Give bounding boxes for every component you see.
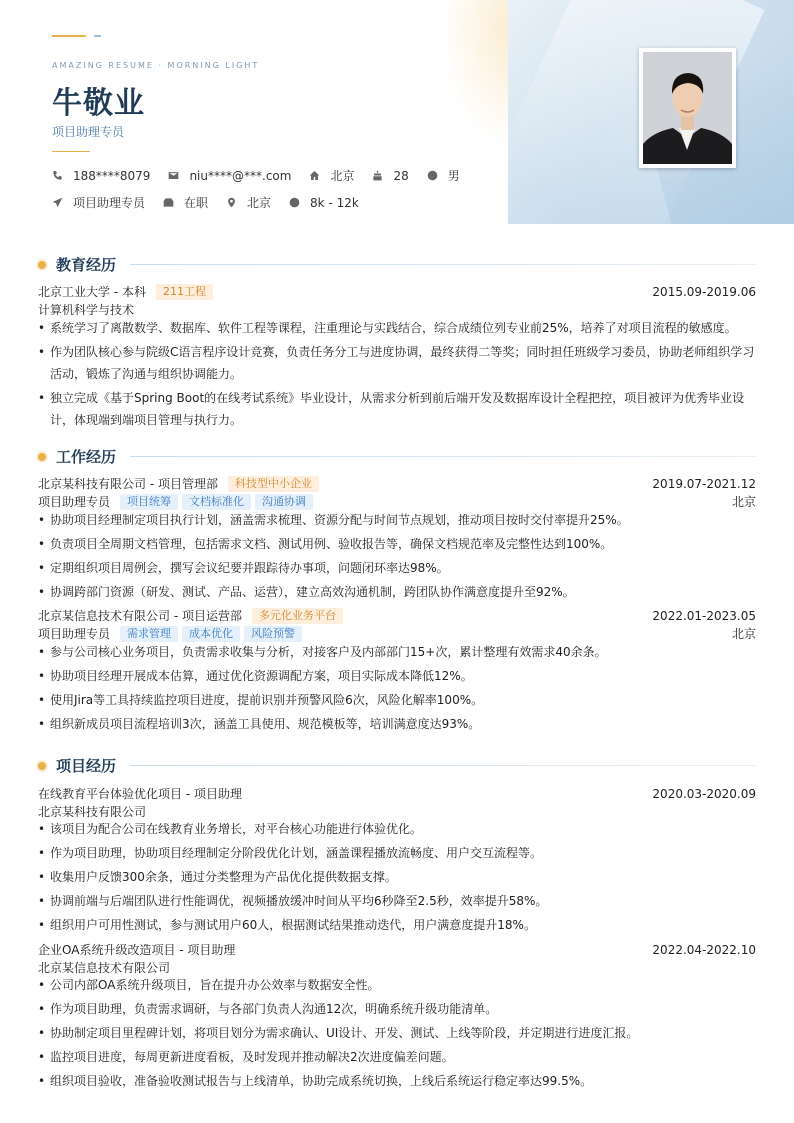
job-title: 项目助理专员 (52, 125, 125, 139)
job1-company-tag: 科技型中小企业 (228, 476, 319, 492)
candidate-name: 牛敬业 (52, 86, 145, 121)
list-item: • 组织用户可用性测试，参与测试用户60人，根据测试结果推动迭代，用户满意度提升18%。 (38, 914, 758, 936)
major: 计算机科学与技术 (38, 303, 135, 317)
portrait-photo (643, 52, 732, 164)
work-title: 工作经历 (56, 448, 117, 466)
job2-role-row (38, 625, 756, 642)
send-icon (52, 197, 63, 208)
job2-skill-tag: 成本优化 (182, 626, 240, 642)
job2-location: 北京 (731, 627, 756, 641)
home-icon (309, 170, 320, 181)
section-rule (130, 456, 756, 457)
tagline: AMAZING RESUME · MORNING LIGHT (52, 61, 260, 70)
cake-icon (372, 170, 383, 181)
city-text: 北京 (330, 169, 355, 183)
job1-bullets (38, 509, 758, 605)
job1-location: 北京 (731, 495, 756, 509)
gender-text: 男 (447, 169, 460, 183)
career-info-row (52, 194, 377, 211)
list-item: • 使用Jira等工具持续监控项目进度，提前识别并预警风险6次，风险化解率100%。 (38, 689, 758, 711)
salary-info (289, 196, 359, 210)
city-info (309, 167, 354, 184)
salary-text: 8k - 12k (310, 195, 359, 210)
education-section-header (36, 254, 756, 275)
job2-company-tag: 多元化业务平台 (252, 608, 343, 624)
list-item: • 协助制定项目里程碑计划，将项目划分为需求确认、UI设计、开发、测试、上线等阶段，并定期进行进度汇报。 (38, 1022, 758, 1044)
list-item: • 作为项目助理，负责需求调研，与各部门负责人沟通12次，明确系统升级功能清单。 (38, 998, 758, 1020)
target-job-info (52, 194, 145, 211)
section-rule (130, 264, 756, 265)
project1-header-row (38, 785, 756, 802)
project2-company: 北京某信息技术有限公司 (38, 961, 171, 975)
education-date: 2015.09-2019.06 (652, 284, 756, 299)
contact-info-row (52, 167, 478, 184)
job2-date: 2022.01-2023.05 (652, 608, 756, 623)
job1-header-row (38, 475, 756, 492)
location-icon (226, 197, 237, 208)
list-item: • 作为项目助理，协助项目经理制定分阶段优化计划，涵盖课程播放流畅度、用户交互流程等。 (38, 842, 758, 864)
major-row (38, 301, 756, 318)
section-rule (130, 765, 756, 766)
section-dot (38, 453, 46, 461)
list-item: • 该项目为配合公司在线教育业务增长，对平台核心功能进行体验优化。 (38, 818, 758, 840)
project2-header-row (38, 941, 756, 958)
list-item: • 收集用户反馈300余条，通过分类整理为产品优化提供数据支撑。 (38, 866, 758, 888)
list-item: • 系统学习了离散数学、数据库、软件工程等课程，注重理论与实践结合，综合成绩位列专业前25%，培养了对项目流程的敏感度。 (38, 317, 758, 339)
list-item: • 作为团队核心参与院级C语言程序设计竞赛，负责任务分工与进度协调，最终获得二等奖；同时担任班级学习委员，协助老师组织学习活动，锻炼了沟通与组织协调能力。 (38, 341, 758, 385)
location-info (226, 194, 271, 211)
target-job-text: 项目助理专员 (73, 196, 146, 210)
job2-role: 项目助理专员 (38, 627, 111, 641)
job1-role: 项目助理专员 (38, 495, 111, 509)
education-title: 教育经历 (56, 256, 117, 274)
job2-skill-tag: 风险预警 (244, 626, 302, 642)
title-underline (52, 151, 90, 152)
phone-text: 188****8079 (73, 168, 151, 183)
gender-info (427, 167, 460, 184)
projects-section-header (36, 755, 756, 776)
work-section-header (36, 446, 756, 467)
project2-bullets (38, 974, 758, 1094)
school-name: 北京工业大学 - 本科 (38, 285, 146, 299)
list-item: • 定期组织项目周例会，撰写会议纪要并跟踪待办事项，问题闭环率达98%。 (38, 557, 758, 579)
list-item: • 监控项目进度，每周更新进度看板，及时发现并推动解决2次进度偏差问题。 (38, 1046, 758, 1068)
job2-company: 北京某信息技术有限公司 - 项目运营部 (38, 609, 242, 623)
education-entry-row (38, 283, 756, 300)
job2-skill-tag: 需求管理 (120, 626, 178, 642)
job2-header-row (38, 607, 756, 624)
job1-skill-tag: 文档标准化 (182, 494, 251, 510)
location-text: 北京 (247, 196, 272, 210)
project2-date: 2022.04-2022.10 (652, 942, 756, 957)
email-info (168, 169, 291, 183)
list-item: • 组织项目验收，准备验收测试报告与上线清单，协助完成系统切换，上线后系统运行稳定率达99.5%。 (38, 1070, 758, 1092)
school-tag: 211工程 (156, 284, 213, 300)
section-dot (38, 261, 46, 269)
list-item: • 独立完成《基于Spring Boot的在线考试系统》毕业设计，从需求分析到前后端开发及数据库设计全程把控，项目被评为优秀毕业设计，体现端到端项目管理与执行力。 (38, 387, 758, 431)
projects-title: 项目经历 (56, 757, 117, 775)
list-item: • 协助项目经理制定项目执行计划，涵盖需求梳理、资源分配与时间节点规划，推动项目按时交付率提升25%。 (38, 509, 758, 531)
photo-frame (639, 48, 736, 168)
list-item: • 协调前端与后端团队进行性能调优，视频播放缓冲时间从平均6秒降至2.5秒，效率提升58%。 (38, 890, 758, 912)
inbox-icon (163, 197, 174, 208)
job1-date: 2019.07-2021.12 (652, 476, 756, 491)
gender-icon (427, 170, 438, 181)
project2-name: 企业OA系统升级改造项目 - 项目助理 (38, 943, 236, 957)
accent-line-small (94, 35, 101, 37)
list-item: • 公司内部OA系统升级项目，旨在提升办公效率与数据安全性。 (38, 974, 758, 996)
job1-skill-tag: 沟通协调 (255, 494, 313, 510)
phone-icon (52, 170, 63, 181)
list-item: • 协调跨部门资源（研发、测试、产品、运营），建立高效沟通机制，跨团队协作满意度提升至92%。 (38, 581, 758, 603)
education-bullets (38, 317, 758, 433)
phone-info (52, 169, 150, 183)
status-text: 在职 (184, 196, 209, 210)
salary-icon (289, 197, 300, 208)
job2-bullets (38, 641, 758, 737)
section-dot (38, 762, 46, 770)
age-info (372, 169, 408, 183)
list-item: • 负责项目全周期文档管理，包括需求文档、测试用例、验收报告等，确保文档规范率及完整性达到100%。 (38, 533, 758, 555)
accent-line (52, 35, 86, 37)
project1-name: 在线教育平台体验优化项目 - 项目助理 (38, 787, 242, 801)
job1-skill-tag: 项目统筹 (120, 494, 178, 510)
project1-bullets (38, 818, 758, 938)
list-item: • 参与公司核心业务项目，负责需求收集与分析，对接客户及内部部门15+次，累计整理有效需求40余条。 (38, 641, 758, 663)
project1-date: 2020.03-2020.09 (652, 786, 756, 801)
age-text: 28 (393, 168, 409, 183)
email-text: niu****@***.com (189, 168, 292, 183)
job1-role-row (38, 493, 756, 510)
project1-company: 北京某科技有限公司 (38, 805, 147, 819)
list-item: • 协助项目经理开展成本估算，通过优化资源调配方案，项目实际成本降低12%。 (38, 665, 758, 687)
mail-icon (168, 170, 179, 181)
job1-company: 北京某科技有限公司 - 项目管理部 (38, 477, 218, 491)
status-info (163, 194, 208, 211)
list-item: • 组织新成员项目流程培训3次，涵盖工具使用、规范模板等，培训满意度达93%。 (38, 713, 758, 735)
